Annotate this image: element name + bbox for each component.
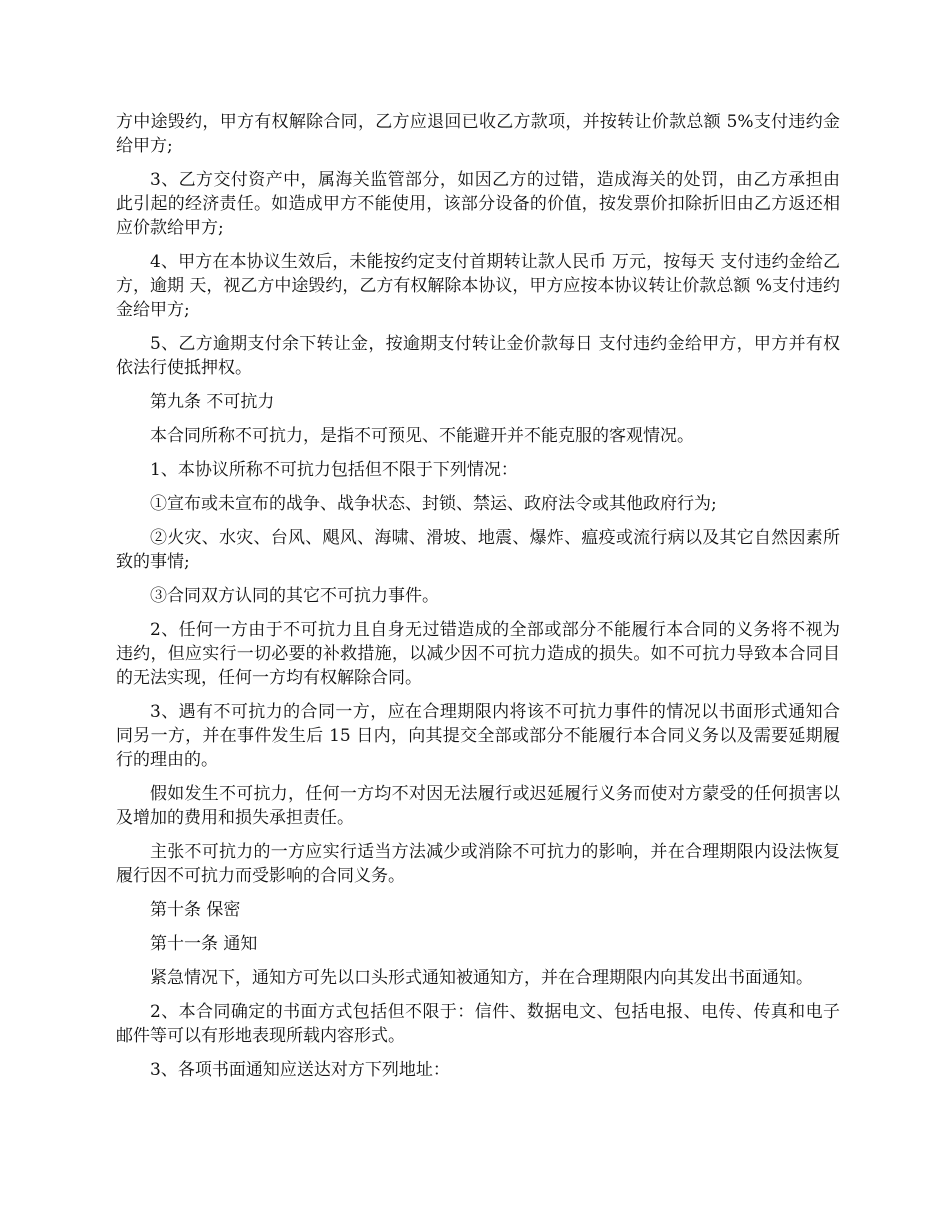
paragraph-force-majeure-definition: 本合同所称不可抗力，是指不可预见、不能避开并不能克服的客观情况。 [150,426,694,446]
paragraph-written-forms: 2、本合同确定的书面方式包括但不限于：信件、数据电文、包括电报、电传、传真和电子邮件等可以有形地表现所载内容形式。 [116,1002,840,1046]
paragraph-party-b-late-payment: 5、乙方逾期支付余下转让金，按逾期支付转让金价款每日 支付违约金给甲方，甲方并有权依法行使抵押权。 [116,334,840,378]
list-item-natural-disaster: ②火灾、水灾、台风、飓风、海啸、滑坡、地震、爆炸、瘟疫或流行病以及其它自然因素所致的事情; [116,528,840,572]
paragraph-no-breach: 2、任何一方由于不可抗力且自身无过错造成的全部或部分不能履行本合同的义务将不视为违约，但应实行一切必要的补救措施，以减少因不可抗力造成的损失。如不可抗力导致本合同目的无法实现，任何一方均有权解除合同。 [116,620,840,688]
paragraph-party-a-late-payment: 4、甲方在本协议生效后，未能按约定支付首期转让款人民币 万元，按每天 支付违约金给乙方，逾期 天，视乙方中途毁约，乙方有权解除本协议，甲方应按本协议转让价款总额 %支付违约金给甲方; [116,252,840,320]
document-body [116,110,840,1092]
paragraph-no-liability: 假如发生不可抗力，任何一方均不对因无法履行或迟延履行义务而使对方蒙受的任何损害以及增加的费用和损失承担责任。 [116,784,840,828]
paragraph-emergency-notice: 紧急情况下，通知方可先以口头形式通知被通知方，并在合理期限内向其发出书面通知。 [150,968,813,988]
section-heading-notice: 第十一条 通知 [150,934,258,954]
section-heading-force-majeure: 第九条 不可抗力 [150,392,275,412]
list-item-other-events: ③合同双方认同的其它不可抗力事件。 [150,586,439,606]
paragraph-delivery-address: 3、各项书面通知应送达对方下列地址： [150,1060,450,1080]
paragraph-breach-continuation: 方中途毁约，甲方有权解除合同，乙方应退回已收乙方款项，并按转让价款总额 5%支付违约金给甲方; [116,112,840,156]
paragraph-force-majeure-scope: 1、本协议所称不可抗力包括但不限于下列情况： [150,460,518,480]
paragraph-notification-duty: 3、遇有不可抗力的合同一方，应在合理期限内将该不可抗力事件的情况以书面形式通知合同另一方，并在事件发生后 15 日内，向其提交全部或部分不能履行本合同义务以及需要延期履行的理由的。 [116,702,840,770]
section-heading-confidentiality: 第十条 保密 [150,900,241,920]
paragraph-mitigation: 主张不可抗力的一方应实行适当方法减少或消除不可抗力的影响，并在合理期限内设法恢复履行因不可抗力而受影响的合同义务。 [116,842,840,886]
list-item-war: ①宣布或未宣布的战争、战争状态、封锁、禁运、政府法令或其他政府行为; [150,494,717,514]
paragraph-customs-liability: 3、乙方交付资产中，属海关监管部分，如因乙方的过错，造成海关的处罚，由乙方承担由此引起的经济责任。如造成甲方不能使用，该部分设备的价值，按发票价扣除折旧由乙方返还相应价款给甲方; [116,170,840,238]
